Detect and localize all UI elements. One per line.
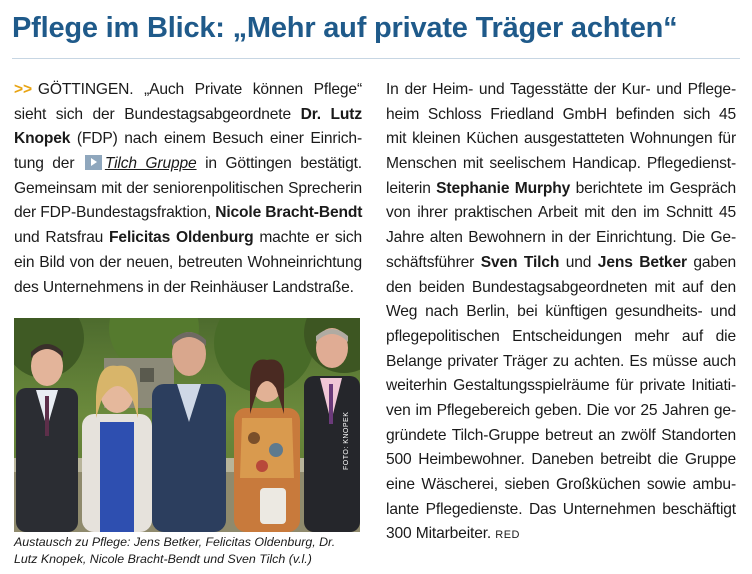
person-name: Dr. Lutz [300, 105, 362, 123]
body-line: mit kleinen Küchen ausgestatteten Wohnungen für [386, 130, 736, 148]
caption-line: Lutz Knopek, Nicole Bracht-Bendt und Sven Tilch (v.l.) [14, 552, 312, 566]
person-name: Felicitas Oldenburg [109, 229, 254, 247]
article-headline: Pflege im Blick: „Mehr auf private Träger achten“ [12, 12, 678, 44]
body-line: Jahre alten Bewohnern in der Einrichtung. Die Ge- [386, 229, 736, 247]
person-name: Nicole Bracht-Bendt [215, 204, 363, 222]
body-line: >> GÖTTINGEN. „Auch Private können Pflege“ [14, 81, 362, 98]
tilch-gruppe-link[interactable]: Tilch Gruppe [104, 155, 197, 173]
play-arrow-icon[interactable] [85, 155, 102, 170]
right-column [386, 78, 736, 547]
left-column [14, 78, 362, 300]
person-name: Jens Betker [597, 253, 687, 271]
body-line: pflegepolitischen Entscheidungen mehr auf die [386, 327, 736, 345]
photo-caption [14, 534, 364, 568]
body-line: Menschen mit seelischem Handicap. Pflegedienst- [386, 155, 736, 173]
body-line: Gemeinsam mit der seniorenpolitischen Sprecherin [14, 179, 362, 197]
body-line: heim Schloss Friedland GmbH befinden sich 45 [386, 105, 736, 123]
body-line: den beiden Bundestagsabgeordneten mit auf den [386, 278, 736, 296]
body-line: Knopek (FDP) nach einem Besuch einer Einrich- [14, 130, 362, 148]
body-line: In der Heim- und Tagesstätte der Kur- und Pflege- [386, 81, 736, 98]
body-line: weiterhin Gestaltungsspielräume für private Initiati- [386, 377, 736, 395]
person-name: Stephanie Murphy [436, 179, 571, 197]
body-line: 500 Heimbewohner. Daneben betreibt die Gruppe [386, 451, 736, 469]
body-line: von ihrer praktischen Arbeit mit den im Schnitt 45 [386, 204, 736, 222]
photo-credit: FOTO: KNOPEK [343, 411, 350, 470]
body-line: lante Pflegedienste. Das Unternehmen beschäftigt [386, 500, 736, 518]
person-name: Sven Tilch [480, 253, 560, 271]
body-line: eine Wäscherei, sieben Großküchen sowie ambu- [386, 476, 736, 493]
body-line: ven im Pflegebereich geben. Die vor 25 Jahren ge- [386, 401, 736, 419]
body-line: schäftsführer Sven Tilch und Jens Betker gaben [386, 253, 737, 271]
group-photo [14, 318, 360, 532]
section-marker: >> [14, 81, 32, 98]
body-line: ein Bild von der neuen, betreuten Wohneinrichtung [14, 253, 362, 271]
headline-divider [12, 58, 740, 59]
body-line: 300 Mitarbeiter. RED [386, 525, 521, 543]
body-line: und Ratsfrau Felicitas Oldenburg machte er sich [14, 229, 362, 247]
body-line: tung der Tilch Gruppe in Göttingen bestätigt. [14, 155, 362, 173]
body-line: gründete Tilch-Gruppe betreut an zwölf Standorten [386, 426, 736, 444]
caption-line: Austausch zu Pflege: Jens Betker, Felicitas Oldenburg, Dr. [14, 535, 336, 549]
person-name: Knopek [14, 130, 71, 148]
body-line: Weg nach Berlin, bei künftigen gesundheits- und [386, 303, 736, 321]
body-line: der FDP-Bundestagsfraktion, Nicole Bracht-Bendt [14, 204, 363, 222]
body-line: sieht sich der Bundestagsabgeordnete Dr. Lutz [14, 105, 362, 123]
body-line: leiterin Stephanie Murphy berichtete im Gespräch [386, 179, 737, 197]
sign-off: RED [495, 529, 521, 542]
group-photo-illustration [14, 318, 360, 532]
body-line: Belange privater Träger zu achten. Es müsse auch [386, 352, 736, 370]
body-line: des Unternehmens in der Reinhäuser Landstraße. [14, 278, 354, 296]
